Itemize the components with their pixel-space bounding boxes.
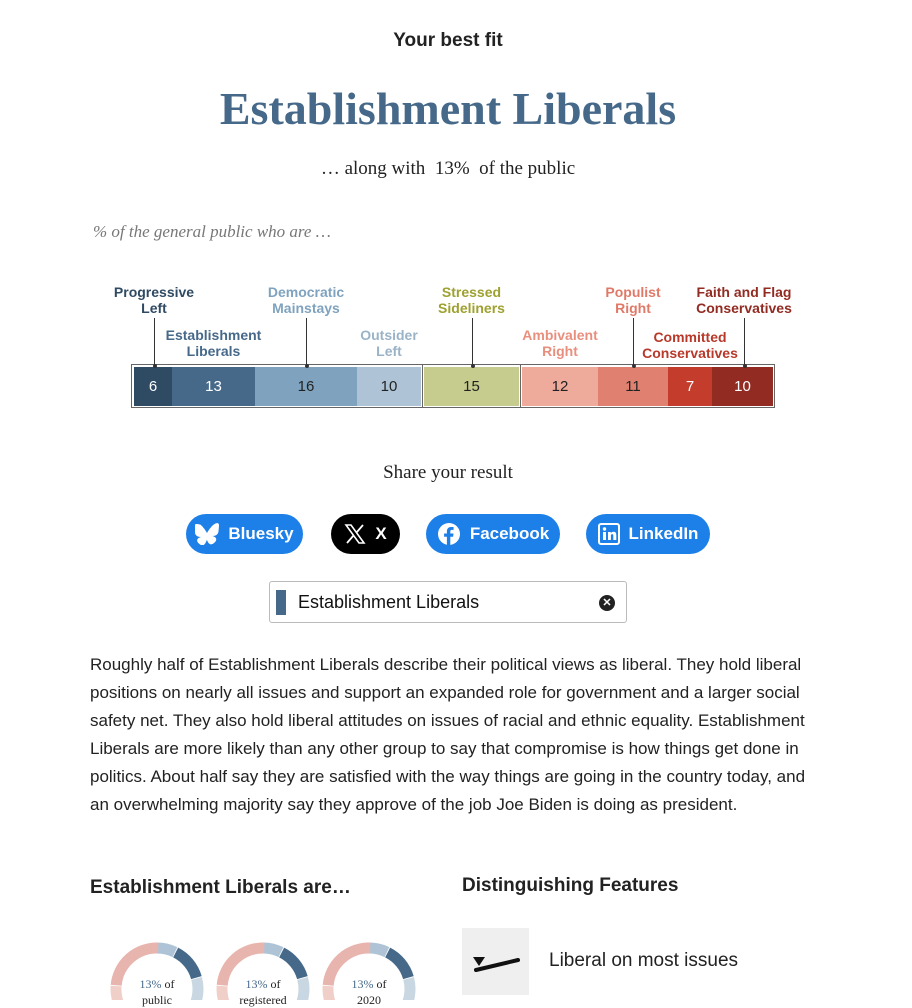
bar-segment xyxy=(668,367,712,406)
bar-segment xyxy=(712,367,773,406)
along-prefix: … along with xyxy=(320,158,426,179)
bar-segment xyxy=(522,367,598,406)
bar-value-label: 15 xyxy=(463,378,480,395)
donut-label-line1 xyxy=(334,976,404,992)
donut-segment xyxy=(388,952,409,977)
donut-label-line1 xyxy=(228,976,298,992)
label-leader-dot xyxy=(743,364,747,368)
donut-label xyxy=(228,976,298,1008)
donut-of: of xyxy=(373,977,387,991)
category-label-line: Stressed xyxy=(441,284,502,300)
share-x-button[interactable] xyxy=(331,514,400,554)
category-label-line: Democratic xyxy=(267,284,345,300)
bar-value-label: 7 xyxy=(685,378,695,395)
linkedin-icon xyxy=(598,523,620,545)
label-leader-line xyxy=(472,318,473,366)
are-heading-group: Establishment Liberals xyxy=(90,877,299,898)
donut-percent: 13% xyxy=(351,977,374,991)
share-facebook-button[interactable] xyxy=(426,514,560,554)
label-leader-line xyxy=(154,318,155,366)
group-description: Roughly half of Establishment Liberals describe their political views as liberal. They hold liberal positions on nearly all issues and support an expanded role for government and a larger social safety net. They also hold liberal attitudes on issues of racial and ethnic equality. Establishment Liberals are more likely than any other group to say that compromise is how things get done in politics. About half say they are satisfied with the way things are going in the country today, and an overwhelming majority say they approve of the job Joe Biden is doing as president. xyxy=(90,655,806,814)
bar-category-label xyxy=(268,284,344,316)
share-title: Share your result xyxy=(383,462,513,483)
bar-value-label: 13 xyxy=(205,378,222,395)
category-label-line: Establishment xyxy=(165,327,262,343)
group-select-value: Establishment Liberals xyxy=(298,592,480,612)
chart-subtitle: % of the general public who are … xyxy=(93,222,331,241)
bar-value-label: 16 xyxy=(297,378,315,395)
category-label-line: Committed xyxy=(653,329,727,345)
category-label-line: Faith and Flag xyxy=(696,284,792,300)
category-label-line: Conservatives xyxy=(696,300,792,316)
category-label-line: Progressive xyxy=(113,284,195,300)
bar-value-label: 10 xyxy=(734,378,751,395)
donut-label-line1 xyxy=(122,976,192,992)
label-leader-dot xyxy=(471,364,475,368)
category-label-line: Conservatives xyxy=(642,345,738,361)
share-linkedin-label: LinkedIn xyxy=(628,524,699,543)
group-separator xyxy=(520,364,521,408)
share-facebook-label: Facebook xyxy=(469,524,550,543)
bar-category-label xyxy=(522,327,597,359)
features-heading: Distinguishing Features xyxy=(462,875,679,896)
bar-segment xyxy=(598,367,668,406)
bar-category-label xyxy=(114,284,194,316)
along-percent: 13% xyxy=(434,158,470,179)
donut-label xyxy=(334,976,404,1008)
donut-percent: 13% xyxy=(245,977,268,991)
bar-segment xyxy=(172,367,255,406)
bar-category-label xyxy=(605,284,660,316)
donut-percent: 13% xyxy=(139,977,162,991)
category-label-line: Right xyxy=(542,343,578,359)
category-label-line: Populist xyxy=(605,284,661,300)
feature-item-label: Liberal on most issues xyxy=(549,950,739,971)
share-x-label: X xyxy=(375,524,387,543)
bar-value-label: 10 xyxy=(380,378,398,395)
clear-icon[interactable]: ✕ xyxy=(599,595,615,611)
page-title: Establishment Liberals xyxy=(219,83,677,134)
best-fit-label: Your best fit xyxy=(393,30,503,51)
group-select[interactable] xyxy=(269,581,627,623)
bar-category-label xyxy=(642,329,738,361)
donut-label-line2: registered xyxy=(239,993,287,1007)
x-logo-icon xyxy=(344,523,366,545)
label-leader-line xyxy=(633,318,634,366)
bar-value-label: 6 xyxy=(148,378,158,395)
bar-segment xyxy=(357,367,421,406)
are-heading-suffix: are… xyxy=(303,877,351,898)
bar-segment xyxy=(134,367,172,406)
category-label-line: Outsider xyxy=(360,327,418,343)
category-label-line: Liberals xyxy=(186,343,241,359)
butterfly-icon xyxy=(195,523,219,545)
label-leader-line xyxy=(744,318,745,366)
share-bluesky-button[interactable] xyxy=(186,514,303,554)
bar-category-label xyxy=(166,327,262,359)
are-section-heading xyxy=(90,877,351,899)
label-leader-dot xyxy=(632,364,636,368)
group-separator xyxy=(422,364,423,408)
donut-label-line2: 2020 xyxy=(357,993,381,1007)
public-share-line xyxy=(0,158,896,180)
bar-segment xyxy=(424,367,519,406)
bar-category-label xyxy=(696,284,792,316)
donut-of: of xyxy=(161,977,175,991)
donut-segment xyxy=(176,952,197,977)
bar-value-label: 11 xyxy=(625,378,641,395)
category-label-line: Left xyxy=(376,343,402,359)
facebook-icon xyxy=(437,522,461,546)
category-label-line: Mainstays xyxy=(272,300,340,316)
category-label-line: Sideliners xyxy=(438,300,505,316)
category-label-line: Left xyxy=(141,300,167,316)
label-leader-dot xyxy=(305,364,309,368)
scale-tilt-icon xyxy=(462,928,529,995)
donut-of: of xyxy=(267,977,281,991)
donut-label-line2: public xyxy=(142,993,172,1007)
along-suffix: of the public xyxy=(479,158,576,179)
bar-category-label xyxy=(360,327,418,359)
feature-icon-box xyxy=(462,928,529,995)
bar-segment xyxy=(255,367,357,406)
donut-segment xyxy=(282,952,303,977)
share-linkedin-button[interactable] xyxy=(586,514,710,554)
donut-label xyxy=(122,976,192,1008)
bar-value-label: 12 xyxy=(551,378,569,395)
category-label-line: Ambivalent xyxy=(522,327,598,343)
label-leader-line xyxy=(306,318,307,366)
share-bluesky-label: Bluesky xyxy=(228,524,294,543)
group-color-swatch xyxy=(276,590,286,615)
label-leader-dot xyxy=(153,364,157,368)
bar-category-label xyxy=(438,284,505,316)
category-label-line: Right xyxy=(615,300,651,316)
